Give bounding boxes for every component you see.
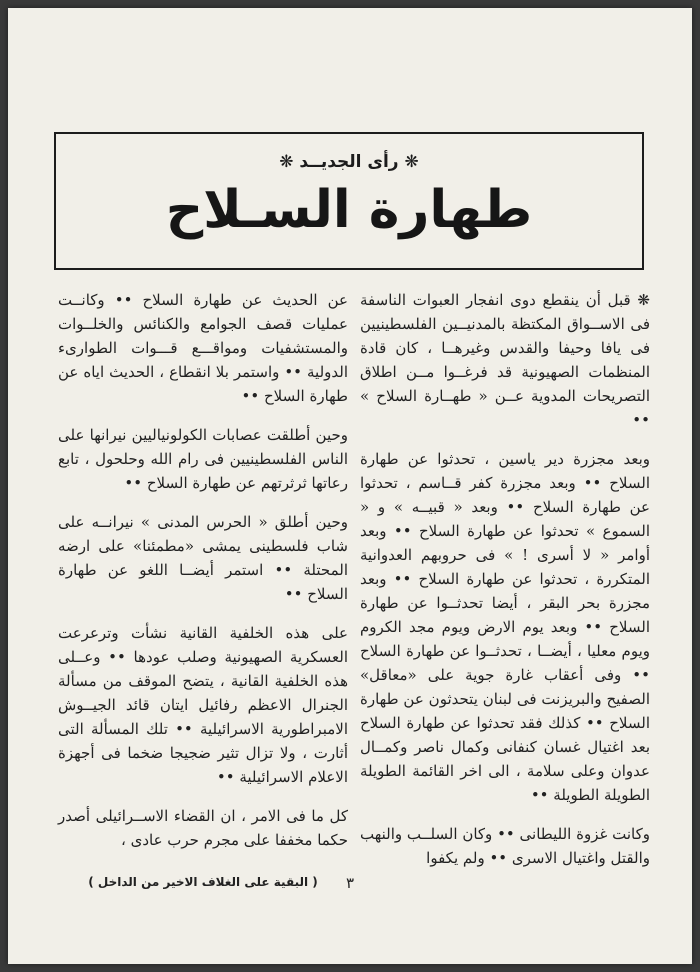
star-ornament-icon: ❋ — [279, 152, 294, 172]
headline-banner — [54, 132, 644, 270]
paragraph: عن الحديث عن طهارة السلاح •• وكانــت عمليات قصف الجوامع والكنائس والخلــوات والمستشفيات ومواقـــع قـــوات الطوارىء الدولية •• واستمر بلا انقطاع ، الحديث اياه عن طهارة السلاح •• — [58, 291, 348, 405]
page-number: ٣ — [345, 874, 355, 892]
magazine-page — [8, 8, 692, 964]
left-column — [58, 288, 348, 894]
paragraph: وحين أطلق « الحرس المدنى » نيرانــه على شاب فلسطينى يمشى «مطمئنا» على ارضه المحتلة •• استمر أيضــا اللغو عن طهارة السلاح •• — [58, 513, 348, 603]
continuation-note: ( البقية على الغلاف الاخير من الداخل ) — [88, 875, 318, 889]
paragraph: على هذه الخلفية القانية نشأت وترعرعت العسكرية الصهيونية وصلب عودها •• وعــلى هذه الخلفية القانية ، يتضح الموقف من مسألة الجنرال الاعظم رفائيل ايتان قائد الجيــوش الامبراطورية الاسرائيلية •• تلك المسألة التى أثارت ، ولا تزال تثير ضجيجا ضخما فى أجهزة الاعلام الاسرائيلية •• — [58, 624, 348, 786]
section-label: رأى الجديــد — [299, 152, 399, 172]
section-rubric — [56, 152, 642, 172]
article-headline: طهارة السـلاح — [165, 180, 533, 240]
paragraph: ❋ قبل أن ينقطع دوى انفجار العبوات الناسفة فى الاســواق المكتظة بالمدنيــين الفلسطينيين فى يافا وحيفا والقدس وغيرهــا ، كان قادة المنظمات الصهيونية قد فرغــوا مــن اطلاق التصريحات المدوية عــن « طهــارة السلاح » •• — [360, 291, 650, 429]
paragraph: كل ما فى الامر ، ان القضاء الاســرائيلى أصدر حكما مخففا على مجرم حرب عادى ، — [58, 807, 348, 849]
paragraph: وبعد مجزرة دير ياسين ، تحدثوا عن طهارة السلاح •• وبعد مجزرة كفر قــاسم ، تحدثوا عن طهارة السلاح •• وبعد « قبيــه » و « السموع » تحدثوا عن طهارة السلاح •• وبعد أوامر « لا أسرى ! » فى حروبهم العدوانية المتكررة ، تحدثوا عن طهارة السلاح •• وبعد مجزرة بحر البقر ، أيضا تحدثــوا عن طهارة السلاح •• وبعد يوم الارض ويوم مجد الكروم ويوم معليا ، أيضــا ، تحدثــوا عن طهارة السلاح •• وفى أعقاب غارة جوية على «معاقل» الصفيح والبريزنت فى لبنان يتحدثون عن طهارة السلاح •• كذلك فقد تحدثوا عن طهارة السلاح بعد اغتيال غسان كنفانى وكمال ناصر وكمــال عدوان وعلى سلامة ، الى اخر القائمة الطويلة الطويلة الطويلة •• — [360, 450, 650, 804]
star-ornament-icon: ❋ — [404, 152, 419, 172]
paragraph: وحين أطلقت عصابات الكولونياليين نيرانها على الناس الفلسطينيين فى رام الله وحلحول ، تابع رعاتها ثرثرتهم عن طهارة السلاح •• — [58, 426, 348, 492]
paragraph: وكانت غزوة الليطانى •• وكان السلــب والنهب والقتل واغتيال الاسرى •• ولم يكفوا — [360, 825, 650, 867]
right-column — [360, 288, 650, 885]
